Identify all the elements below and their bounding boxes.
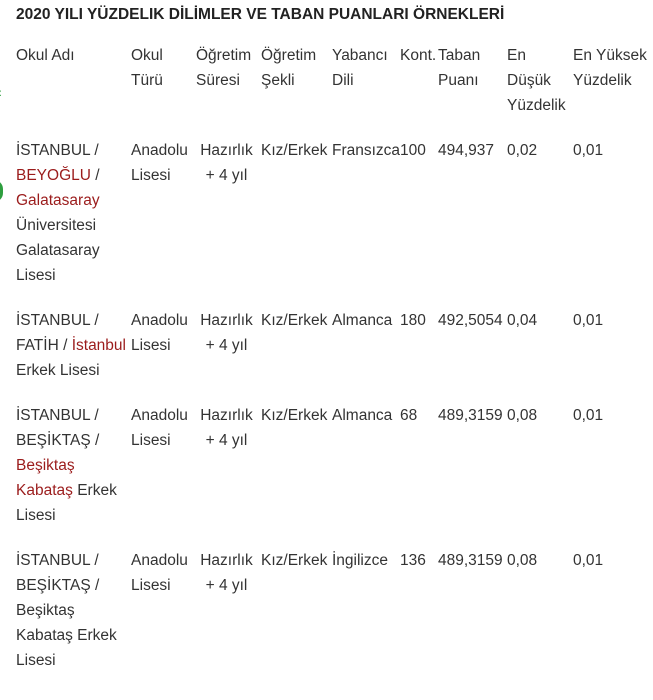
mode-cell: Kız/Erkek: [261, 407, 328, 424]
school-link[interactable]: Kabataş: [16, 482, 73, 499]
max-percentile-cell: 0,01: [573, 407, 604, 424]
score-cell: 492,5054: [438, 312, 503, 329]
header-mode: Öğretim Şekli: [261, 47, 317, 89]
mode-cell: Kız/Erkek: [261, 552, 328, 569]
header-max-percentile: En Yüksek Yüzdelik: [573, 47, 647, 89]
quota-cell: 136: [400, 552, 426, 569]
header-school-type: Okul Türü: [131, 47, 163, 89]
school-name-text: İSTANBUL /: [16, 142, 99, 159]
language-cell: Fransızca: [332, 142, 401, 159]
table-row: [12, 548, 652, 693]
header-min-percentile: En Düşük Yüzdelik: [507, 47, 566, 114]
school-name-cell: [12, 138, 127, 308]
school-name-suffix: Üniversitesi Galatasaray Lisesi: [16, 217, 100, 284]
quota-cell: 100: [400, 142, 426, 159]
min-percentile-cell: 0,08: [507, 407, 538, 424]
table-header-row: [12, 43, 652, 138]
side-chevron-icon: [0, 84, 2, 100]
district-link[interactable]: BEYOĞLU: [16, 167, 91, 184]
min-percentile-cell: 0,04: [507, 312, 538, 329]
max-percentile-cell: 0,01: [573, 552, 604, 569]
table-row: [12, 138, 652, 308]
school-name-separator: /: [90, 167, 100, 184]
duration-cell: Hazırlık + 4 yıl: [200, 407, 253, 449]
max-percentile-cell: 0,01: [573, 142, 604, 159]
mode-cell: Kız/Erkek: [261, 312, 328, 329]
header-quota: Kont.: [400, 47, 437, 64]
score-cell: 494,937: [438, 142, 495, 159]
mode-cell: Kız/Erkek: [261, 142, 328, 159]
score-table: [12, 43, 652, 693]
school-type-cell: Anadolu Lisesi: [131, 552, 188, 594]
school-name-suffix: Erkek Lisesi: [16, 362, 100, 379]
language-cell: Almanca: [332, 312, 393, 329]
school-link[interactable]: Galatasaray: [16, 192, 100, 209]
header-school-name: Okul Adı: [16, 47, 75, 64]
min-percentile-cell: 0,02: [507, 142, 538, 159]
school-name-cell: [12, 403, 127, 548]
min-percentile-cell: 0,08: [507, 552, 538, 569]
school-type-cell: Anadolu Lisesi: [131, 312, 188, 354]
school-name-cell: [12, 308, 127, 403]
school-name-cell: [12, 548, 127, 693]
score-cell: 489,3159: [438, 407, 503, 424]
language-cell: Almanca: [332, 407, 393, 424]
school-type-cell: Anadolu Lisesi: [131, 142, 188, 184]
header-score: Taban Puanı: [438, 47, 481, 89]
quota-cell: 68: [400, 407, 418, 424]
district-link[interactable]: Beşiktaş: [16, 457, 75, 474]
district-link[interactable]: İstanbul: [71, 337, 126, 354]
language-cell: İngilizce: [332, 552, 388, 569]
header-duration: Öğretim Süresi: [196, 47, 252, 89]
duration-cell: Hazırlık + 4 yıl: [200, 312, 253, 354]
page-title: 2020 YILI YÜZDELIK DİLİMLER VE TABAN PUANLARI ÖRNEKLERİ: [16, 6, 505, 23]
school-name-text: İSTANBUL / BEŞİKTAŞ / Beşiktaş Kabataş Erkek Lisesi: [16, 552, 117, 669]
score-cell: 489,3159: [438, 552, 503, 569]
max-percentile-cell: 0,01: [573, 312, 604, 329]
table-row: [12, 308, 652, 403]
header-language: Yabancı Dili: [332, 47, 388, 89]
duration-cell: Hazırlık + 4 yıl: [200, 552, 253, 594]
school-name-text: İSTANBUL / FATİH /: [16, 312, 99, 354]
table-row: [12, 403, 652, 548]
school-name-text: İSTANBUL / BEŞİKTAŞ /: [16, 407, 100, 449]
school-type-cell: Anadolu Lisesi: [131, 407, 188, 449]
quota-cell: 180: [400, 312, 426, 329]
school-name-suffix: Erkek Lisesi: [16, 482, 117, 524]
duration-cell: Hazırlık + 4 yıl: [200, 142, 253, 184]
side-tab-handle[interactable]: [0, 180, 3, 202]
